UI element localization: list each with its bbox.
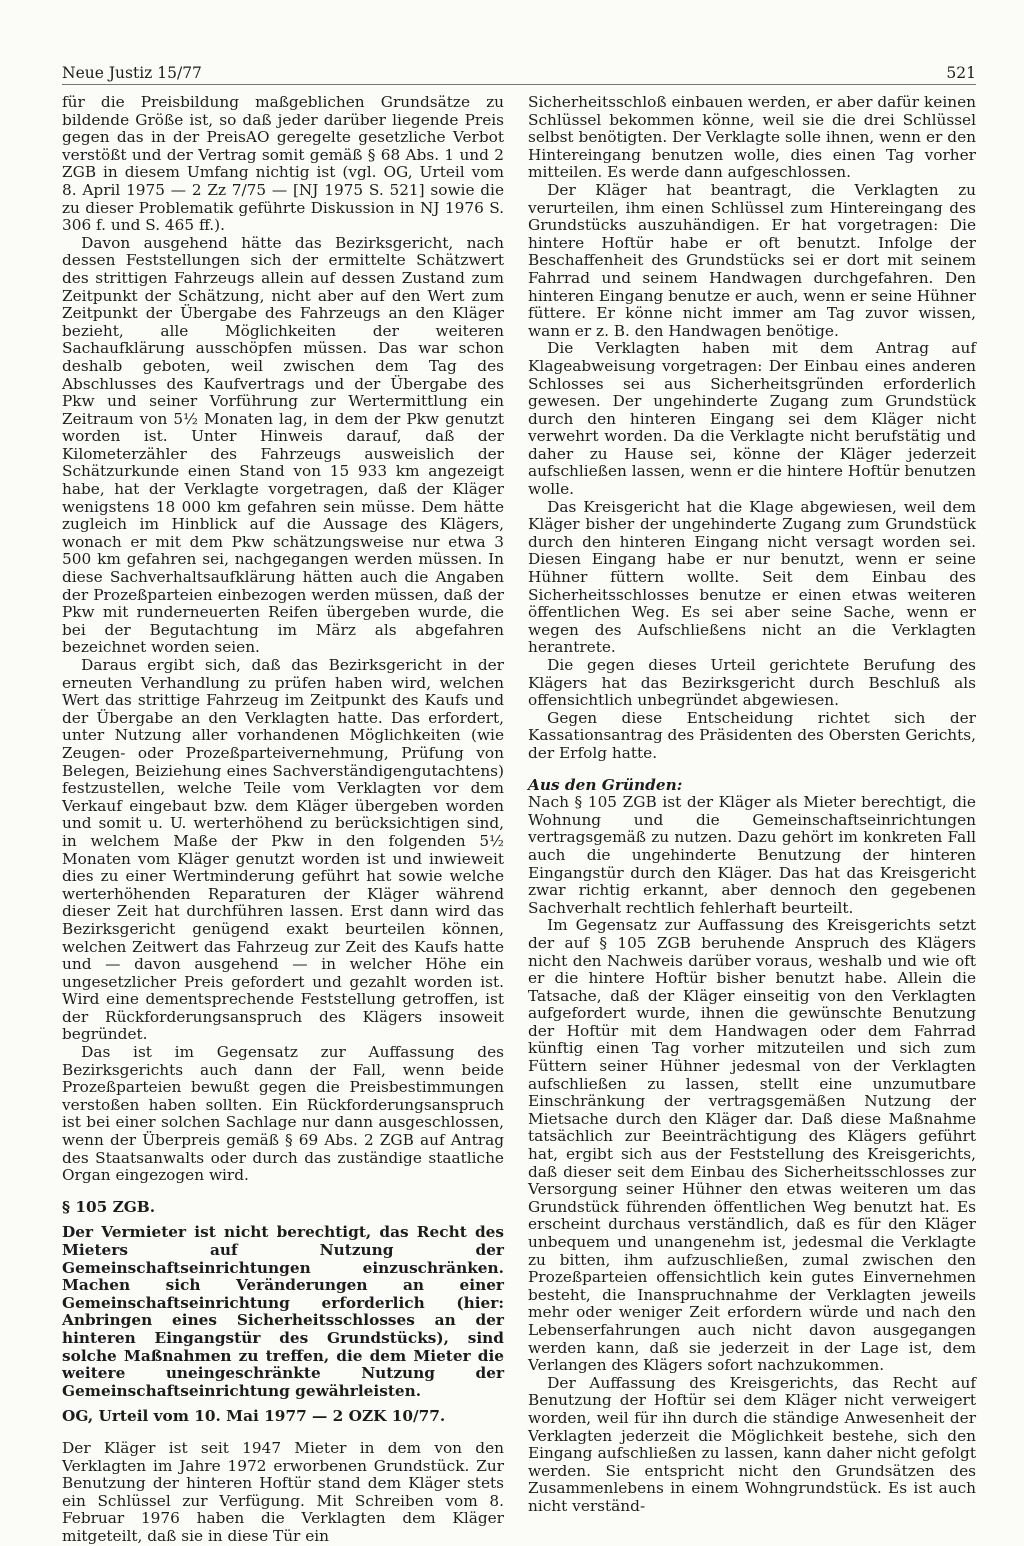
paragraph: Sicherheitsschloß einbauen werden, er aber dafür keinen Schlüssel bekommen könne, weil sie die drei Schlüssel selbst benötigten. Der Verklagte solle ihnen, wenn er den Hintereingang benutzen wolle, dies einen Tag vorher mitteilen. Es werde dann aufgeschlossen. <box>528 93 976 182</box>
paragraph: Die gegen dieses Urteil gerichtete Berufung des Klägers hat das Bezirksgericht durch Beschluß als offensichtlich unbegründet abgewiesen. <box>528 656 976 710</box>
left-column <box>62 94 504 1546</box>
norm-heading: § 105 ZGB. <box>62 1197 156 1216</box>
paragraph: Das ist im Gegensatz zur Auffassung des Bezirksgerichts auch dann der Fall, wenn beide Prozeßparteien bewußt gegen die Preisbestimmungen verstoßen haben sollten. Ein Rückforderungsanspruch ist bei einer solchen Sachlage nur dann ausgeschlossen, wenn der Überpreis gemäß § 69 Abs. 2 ZGB auf Antrag des Staatsanwalts oder durch das zuständige staatliche Organ eingezogen wird. <box>62 1043 504 1185</box>
spacer <box>62 1185 504 1199</box>
page-number: 521 <box>946 64 976 82</box>
spacer <box>528 763 976 777</box>
paragraph: Der Kläger ist seit 1947 Mieter in dem von den Verklagten im Jahre 1972 erworbenen Grundstück. Zur Benutzung der hinteren Hoftür stand dem Kläger stets ein Schlüssel zur Verfügung. Mit Schreiben vom 8. Februar 1976 haben die Verklagten dem Kläger mitgeteilt, daß sie in diese Tür ein <box>62 1438 504 1545</box>
spacer <box>62 1426 504 1440</box>
paragraph: Gegen diese Entscheidung richtet sich der Kassationsantrag des Präsidenten des Obersten Gerichts, der Erfolg hatte. <box>528 708 976 762</box>
paragraph: Der Kläger hat beantragt, die Verklagten zu verurteilen, ihm einen Schlüssel zum Hintereingang des Grundstücks auszuhändigen. Er hat vorgetragen: Die hintere Hoftür habe er oft benutzt. Infolge der Beschaffenheit des Grundstücks sei er dort mit seinem Fahrrad und seinem Handwagen durchgefahren. Den hinteren Eingang benutze er auch, wenn er seine Hühner füttere. Er könne nicht immer am Tag zuvor wissen, wann er z. B. den Handwagen benötige. <box>528 180 976 340</box>
paragraph: Im Gegensatz zur Auffassung des Kreisgerichts setzt der auf § 105 ZGB beruhende Anspruch des Klägers nicht den Nachweis darüber voraus, weshalb und wie oft er die hintere Hoftür bisher benutzt habe. Allein die Tatsache, daß der Kläger einseitig von den Verklagten aufgefordert wurde, ihnen die gewünschte Benutzung der Hoftür mit dem Handwagen oder dem Fahrrad künftig einen Tag vorher mitzuteilen und sich zum Füttern seiner Hühner jedesmal von der Verklagten aufschließen zu lassen, stellt eine unzumutbare Einschränkung der vertragsgemäßen Nutzung der Mietsache durch den Kläger dar. Daß diese Maßnahme tatsächlich zur Beeinträchtigung des Klägers geführt hat, ergibt sich aus der Feststellung des Kreisgerichts, daß dieser seit dem Einbau des Sicherheitsschlosses zur Versorgung seiner Hühner den etwas weiteren um das Grundstück führenden öffentlichen Weg benutzt hat. Es erscheint durchaus verständlich, daß es für den Kläger unbequem und unangenehm ist, jedesmal die Verklagte zu bitten, ihm aufzuschließen, zumal zwischen den Prozeßparteien offensichtlich kein gutes Einvernehmen besteht, die Inanspruchnahme der Verklagten jeweils mehr oder weniger Zeit erfordern würde und nach den Lebenserfahrungen auch nicht davon ausgegangen werden kann, daß sie jederzeit in der Lage ist, dem Verlangen des Klägers sofort nachzukommen. <box>528 916 976 1375</box>
reasons-heading: Aus den Gründen: <box>528 775 683 794</box>
paragraph: für die Preisbildung maßgeblichen Grundsätze zu bildende Größe ist, so daß jeder darüber liegende Preis gegen das in der PreisAO geregelte gesetzliche Verbot verstößt und der Vertrag somit gemäß § 68 Abs. 1 und 2 ZGB in diesem Umfang nichtig ist (vgl. OG, Urteil vom 8. April 1975 — 2 Zz 7/75 — [NJ 1975 S. 521] sowie die zu dieser Problematik geführte Diskussion in NJ 1976 S. 306 f. und S. 465 ff.). <box>62 93 504 235</box>
paragraph: Das Kreisgericht hat die Klage abgewiesen, weil dem Kläger bisher der ungehinderte Zugang zum Grundstück durch den hinteren Eingang nicht versagt worden sei. Diesen Eingang habe er nur benutzt, wenn er seine Hühner füttern wollte. Seit dem Einbau des Sicherheitsschlosses benutze er einen etwas weiteren öffentlichen Weg. Es sei aber seine Sache, wenn er wegen des Aufschließens nicht an die Verklagten herantrete. <box>528 497 976 657</box>
paragraph: Daraus ergibt sich, daß das Bezirksgericht in der erneuten Verhandlung zu prüfen haben wird, welchen Wert das strittige Fahrzeug im Zeitpunkt des Kaufs und der Übergabe an den Verklagten hatte. Das erfordert, unter Nutzung aller vorhandenen Möglichkeiten (wie Zeugen- oder Prozeßparteivernehmung, Prüfung von Belegen, Beiziehung eines Sachverständigengutachtens) festzustellen, welche Teile vom Verklagten vor dem Verkauf eingebaut bzw. dem Kläger übergeben worden und somit u. U. werterhöhend zu berücksichtigen sind, in welchem Maße der Pkw in den folgenden 5½ Monaten vom Kläger genutzt worden ist und inwieweit dies zu einer Wertminderung geführt hat sowie welche werterhöhenden Reparaturen der Kläger während dieser Zeit hat durchführen lassen. Erst dann wird das Bezirksgericht genügend exakt beurteilen können, welchen Zeitwert das Fahrzeug zur Zeit des Kaufs hatte und — davon ausgehend — in welcher Höhe ein ungesetzlicher Preis gefordert und gezahlt worden ist. Wird eine dementsprechende Feststellung getroffen, ist der Rückforderungsanspruch des Klägers insoweit begründet. <box>62 656 504 1044</box>
paragraph: Die Verklagten haben mit dem Antrag auf Klageabweisung vorgetragen: Der Einbau eines anderen Schlosses sei aus Sicherheitsgründen erforderlich gewesen. Der ungehinderte Zugang zum Grundstück durch den hinteren Eingang sei dem Kläger nicht verwehrt worden. Da die Verklagte nicht berufstätig und daher zu Hause sei, könne der Kläger jederzeit aufschließen lassen, wenn er die hintere Hoftür benutzen wolle. <box>528 339 976 499</box>
decision-citation: OG, Urteil vom 10. Mai 1977 — 2 OZK 10/77. <box>62 1407 446 1426</box>
paragraph: Nach § 105 ZGB ist der Kläger als Mieter berechtigt, die Wohnung und die Gemeinschaftseinrichtungen vertragsgemäß zu nutzen. Dazu gehört im konkreten Fall auch die ungehinderte Benutzung der hinteren Eingangstür durch den Kläger. Das hat das Kreisgericht zwar richtig erkannt, aber dennoch den gegebenen Sachverhalt rechtlich fehlerhaft beurteilt. <box>528 793 976 917</box>
right-column <box>528 94 976 1516</box>
journal-title: Neue Justiz 15/77 <box>62 64 202 82</box>
running-header <box>62 64 976 86</box>
header-rule <box>62 84 976 85</box>
headnote: Der Vermieter ist nicht berechtigt, das Recht des Mieters auf Nutzung der Gemeinschaftseinrichtungen einzuschränken. Machen sich Veränderungen an einer Gemeinschaftseinrichtung erforderlich (hier: Anbringen eines Sicherheitsschlosses an der hinteren Eingangstür des Grundstücks), sind solche Maßnahmen zu treffen, die dem Mieter die weitere uneingeschränkte Nutzung der Gemeinschaftseinrichtung gewährleisten. <box>62 1223 504 1400</box>
paragraph: Der Auffassung des Kreisgerichts, das Recht auf Benutzung der Hoftür sei dem Kläger nicht verweigert worden, weil für ihn durch die ständige Anwesenheit der Verklagten jederzeit die Möglichkeit bestehe, sich den Eingang aufschließen zu lassen, kann daher nicht gefolgt werden. Sie entspricht nicht den Grundsätzen des Zusammenlebens in einem Wohngrundstück. Es ist auch nicht verständ- <box>528 1373 976 1515</box>
paragraph: Davon ausgehend hätte das Bezirksgericht, nach dessen Feststellungen sich der ermittelte Schätzwert des strittigen Fahrzeugs allein auf dessen Zustand zum Zeitpunkt der Schätzung, nicht aber auf den Wert zum Zeitpunkt der Übergabe des Fahrzeugs an den Kläger bezieht, alle Möglichkeiten der weiteren Sachaufklärung ausschöpfen müssen. Das war schon deshalb geboten, weil zwischen dem Tag des Abschlusses des Kaufvertrags und der Übergabe des Pkw und seiner Vorführung zur Wertermittlung ein Zeitraum von 5½ Monaten lag, in dem der Pkw genutzt worden ist. Unter Hinweis darauf, daß der Kilometerzähler des Fahrzeugs ausweislich der Schätzurkunde einen Stand von 15 933 km angezeigt habe, hat der Verklagte vorgetragen, daß der Kläger wenigstens 18 000 km gefahren sein müsse. Dem hätte zugleich im Hinblick auf die Aussage des Klägers, wonach er mit dem Pkw schätzungsweise nur etwa 3 500 km gefahren sei, nachgegangen werden müssen. In diese Sachverhaltsaufklärung hätten auch die Angaben der Prozeßparteien einbezogen werden müssen, daß der Pkw mit runderneuerten Reifen übergeben wurde, die bei der Begutachtung im März als abgefahren bezeichnet worden seien. <box>62 233 504 657</box>
